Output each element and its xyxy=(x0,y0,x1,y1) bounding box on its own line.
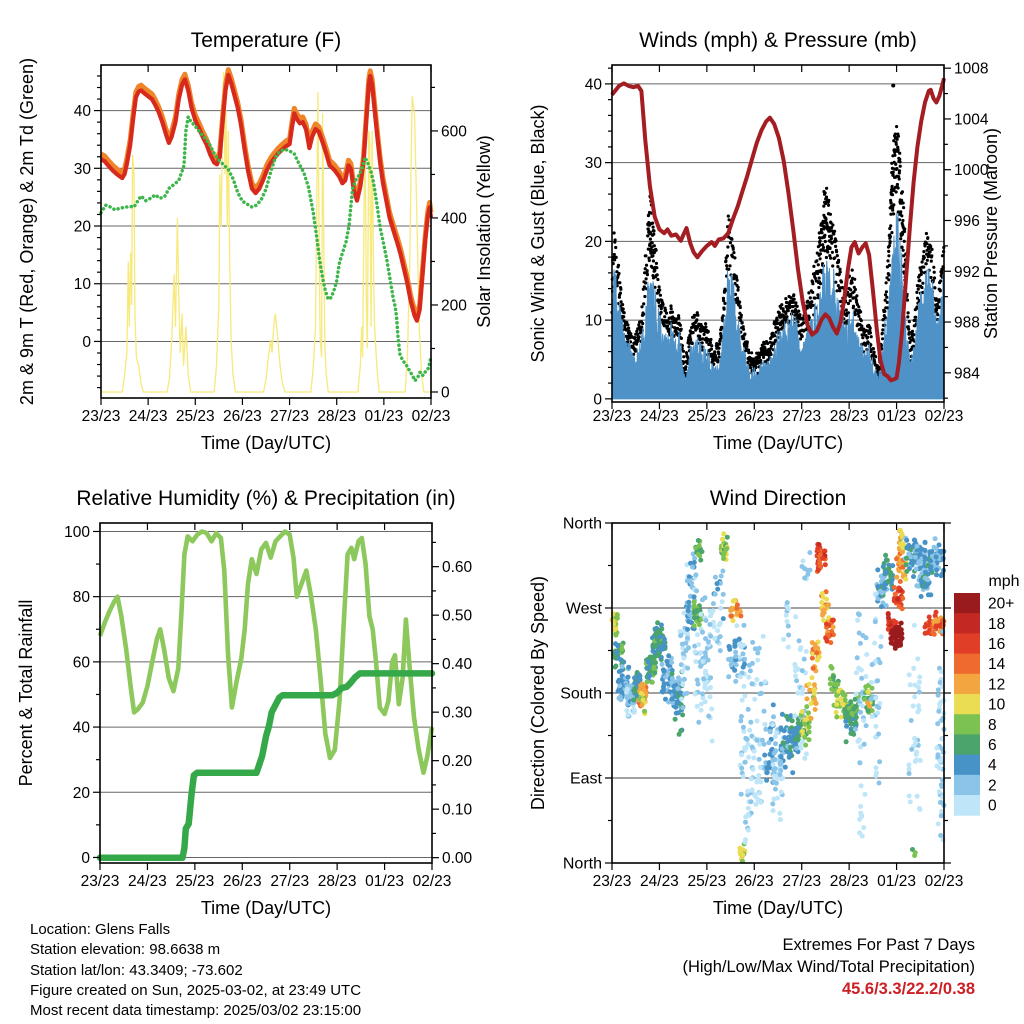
x-axis-label: Time (Day/UTC) xyxy=(200,898,332,918)
direction-tick-label: North xyxy=(562,515,602,533)
y-axis-label-right: Station Pressure (Maroon) xyxy=(981,127,1001,340)
temp-9m-line xyxy=(101,70,431,316)
temperature-title: Temperature (F) xyxy=(190,29,342,52)
x-tick-label: 01/23 xyxy=(877,873,916,890)
colorbar-label: 12 xyxy=(988,676,1006,694)
direction-tick-label: West xyxy=(565,600,602,618)
x-tick-label: 25/23 xyxy=(175,408,215,425)
y-tick-label: 400 xyxy=(441,210,467,228)
y-tick-label: 0 xyxy=(81,849,90,867)
colorbar-label: 0 xyxy=(988,797,997,815)
x-tick-label: 23/23 xyxy=(592,408,632,425)
x-tick-label: 01/23 xyxy=(877,408,916,425)
y-tick-label: 1008 xyxy=(954,60,989,78)
x-tick-label: 24/23 xyxy=(128,873,167,890)
x-tick-label: 24/23 xyxy=(128,408,168,425)
rh_precip-title: Relative Humidity (%) & Precipitation (in) xyxy=(76,487,456,510)
y-tick-label: 0 xyxy=(441,384,450,402)
x-axis-label: Time (Day/UTC) xyxy=(712,433,844,453)
x-tick-label: 23/23 xyxy=(592,873,632,890)
y-tick-label: 30 xyxy=(73,160,91,178)
temperature-chart xyxy=(17,29,494,453)
colorbar-cell xyxy=(954,775,980,796)
plot-frame xyxy=(100,523,432,863)
wind-direction-dots xyxy=(610,528,947,864)
y-tick-label: 80 xyxy=(72,589,90,607)
colorbar-label: 8 xyxy=(988,716,997,734)
wind_direction-title: Wind Direction xyxy=(709,487,847,510)
direction-tick-label: East xyxy=(569,770,602,788)
colorbar-label: 20+ xyxy=(988,595,1015,613)
y-tick-label: 20 xyxy=(73,218,91,236)
colorbar-cell xyxy=(954,674,980,695)
x-tick-label: 24/23 xyxy=(640,408,679,425)
colorbar-label: 14 xyxy=(988,656,1006,674)
direction-tick-label: North xyxy=(562,855,602,873)
x-tick-label: 26/23 xyxy=(223,408,262,425)
y-tick-label: 1000 xyxy=(954,162,989,180)
station-elevation: Station elevation: 98.6638 m xyxy=(30,941,221,959)
winds_pressure-title: Winds (mph) & Pressure (mb) xyxy=(639,29,917,52)
colorbar-label: 10 xyxy=(988,696,1006,714)
y-tick-label: 992 xyxy=(954,263,980,281)
x-tick-label: 27/23 xyxy=(782,873,822,890)
extremes-value: 45.6/3.3/22.2/0.38 xyxy=(841,980,975,998)
colorbar-label: 16 xyxy=(988,636,1006,653)
station-info xyxy=(30,920,361,1021)
y-tick-label: 984 xyxy=(954,365,980,383)
x-tick-label: 28/23 xyxy=(317,873,357,890)
colorbar-cell xyxy=(954,694,980,715)
station-location: Location: Glens Falls xyxy=(30,921,171,938)
colorbar-label: 6 xyxy=(988,737,997,754)
x-tick-label: 26/23 xyxy=(734,873,774,890)
colorbar-label: 18 xyxy=(988,615,1006,633)
y-tick-label: 10 xyxy=(73,276,91,294)
x-tick-label: 26/23 xyxy=(222,873,262,890)
station-latlon: Station lat/lon: 43.3409; -73.602 xyxy=(30,961,243,979)
extremes-title: Extremes For Past 7 Days xyxy=(782,936,975,954)
speed-colorbar xyxy=(954,573,1020,816)
y-tick-label: 0 xyxy=(82,333,91,351)
colorbar-cell xyxy=(954,654,980,675)
y-tick-label: 0.40 xyxy=(442,656,473,674)
x-tick-label: 02/23 xyxy=(411,408,451,425)
y-tick-label: 0 xyxy=(593,391,602,409)
x-axis-label: Time (Day/UTC) xyxy=(712,898,844,918)
direction-tick-label: South xyxy=(560,685,602,703)
y-tick-label: 0.00 xyxy=(442,850,473,868)
y-tick-label: 60 xyxy=(72,654,90,672)
x-tick-label: 28/23 xyxy=(829,873,869,890)
y-tick-label: 40 xyxy=(584,76,602,94)
y-tick-label: 30 xyxy=(584,155,602,173)
colorbar-cell xyxy=(954,593,980,614)
x-tick-label: 27/23 xyxy=(270,873,310,890)
y-tick-label: 40 xyxy=(73,103,91,121)
y-axis-label-left: Percent & Total Rainfall xyxy=(16,599,36,787)
y-tick-label: 600 xyxy=(441,123,467,141)
y-tick-label: 0.50 xyxy=(442,607,473,625)
rh-precip-chart xyxy=(16,487,473,918)
colorbar-cell xyxy=(954,714,980,735)
solar-insolation-line xyxy=(101,72,431,392)
y-tick-label: 10 xyxy=(584,312,602,330)
x-tick-label: 23/23 xyxy=(81,408,121,425)
x-tick-label: 27/23 xyxy=(270,408,309,425)
colorbar-title: mph xyxy=(988,573,1020,590)
data-timestamp: Most recent data timestamp: 2025/03/02 23:15:00 xyxy=(30,1002,362,1020)
x-tick-label: 25/23 xyxy=(175,873,215,890)
y-axis-label-right: Solar Insolation (Yellow) xyxy=(474,135,494,328)
colorbar-cell xyxy=(954,633,980,654)
extremes-subtitle: (High/Low/Max Wind/Total Precipitation) xyxy=(682,958,975,976)
winds-pressure-chart xyxy=(528,29,1001,453)
gust-outlier-dot xyxy=(891,83,895,87)
y-tick-label: 0.20 xyxy=(442,753,473,771)
x-tick-label: 26/23 xyxy=(734,408,774,425)
plot-frame xyxy=(101,65,431,398)
x-tick-label: 28/23 xyxy=(317,408,357,425)
x-tick-label: 02/23 xyxy=(924,873,964,890)
colorbar-cell xyxy=(954,755,980,776)
wind-direction-chart xyxy=(528,487,1020,918)
x-tick-label: 02/23 xyxy=(924,408,964,425)
colorbar-cell xyxy=(954,734,980,755)
extremes-info xyxy=(682,934,975,1000)
colorbar-label: 4 xyxy=(988,757,997,775)
x-tick-label: 01/23 xyxy=(364,408,404,425)
colorbar-cell xyxy=(954,613,980,634)
x-tick-label: 01/23 xyxy=(365,873,404,890)
y-tick-label: 0.10 xyxy=(442,801,473,819)
colorbar-label: 2 xyxy=(988,777,997,795)
x-tick-label: 25/23 xyxy=(687,408,727,425)
y-axis-label-left: Direction (Colored By Speed) xyxy=(528,575,548,811)
x-tick-label: 28/23 xyxy=(829,408,869,425)
x-tick-label: 25/23 xyxy=(687,873,727,890)
x-tick-label: 24/23 xyxy=(640,873,679,890)
x-tick-label: 27/23 xyxy=(782,408,822,425)
x-tick-label: 23/23 xyxy=(80,873,120,890)
y-tick-label: 0.60 xyxy=(442,559,473,577)
y-tick-label: 996 xyxy=(954,212,980,230)
y-tick-label: 0.30 xyxy=(442,704,473,722)
y-tick-label: 20 xyxy=(584,233,602,251)
y-tick-label: 988 xyxy=(954,314,980,332)
x-axis-label: Time (Day/UTC) xyxy=(200,433,332,453)
colorbar-cell xyxy=(954,795,980,816)
y-axis-label-left: Sonic Wind & Gust (Blue, Black) xyxy=(528,104,548,363)
rainfall-line xyxy=(100,673,432,857)
x-tick-label: 02/23 xyxy=(412,873,452,890)
y-axis-label-left: 2m & 9m T (Red, Orange) & 2m Td (Green) xyxy=(17,57,37,406)
y-tick-label: 100 xyxy=(64,523,90,541)
y-tick-label: 20 xyxy=(72,784,90,802)
y-tick-label: 40 xyxy=(72,719,90,737)
y-tick-label: 200 xyxy=(441,297,467,315)
figure-created: Figure created on Sun, 2025-03-02, at 23:49 UTC xyxy=(30,981,362,999)
y-tick-label: 1004 xyxy=(954,111,989,129)
